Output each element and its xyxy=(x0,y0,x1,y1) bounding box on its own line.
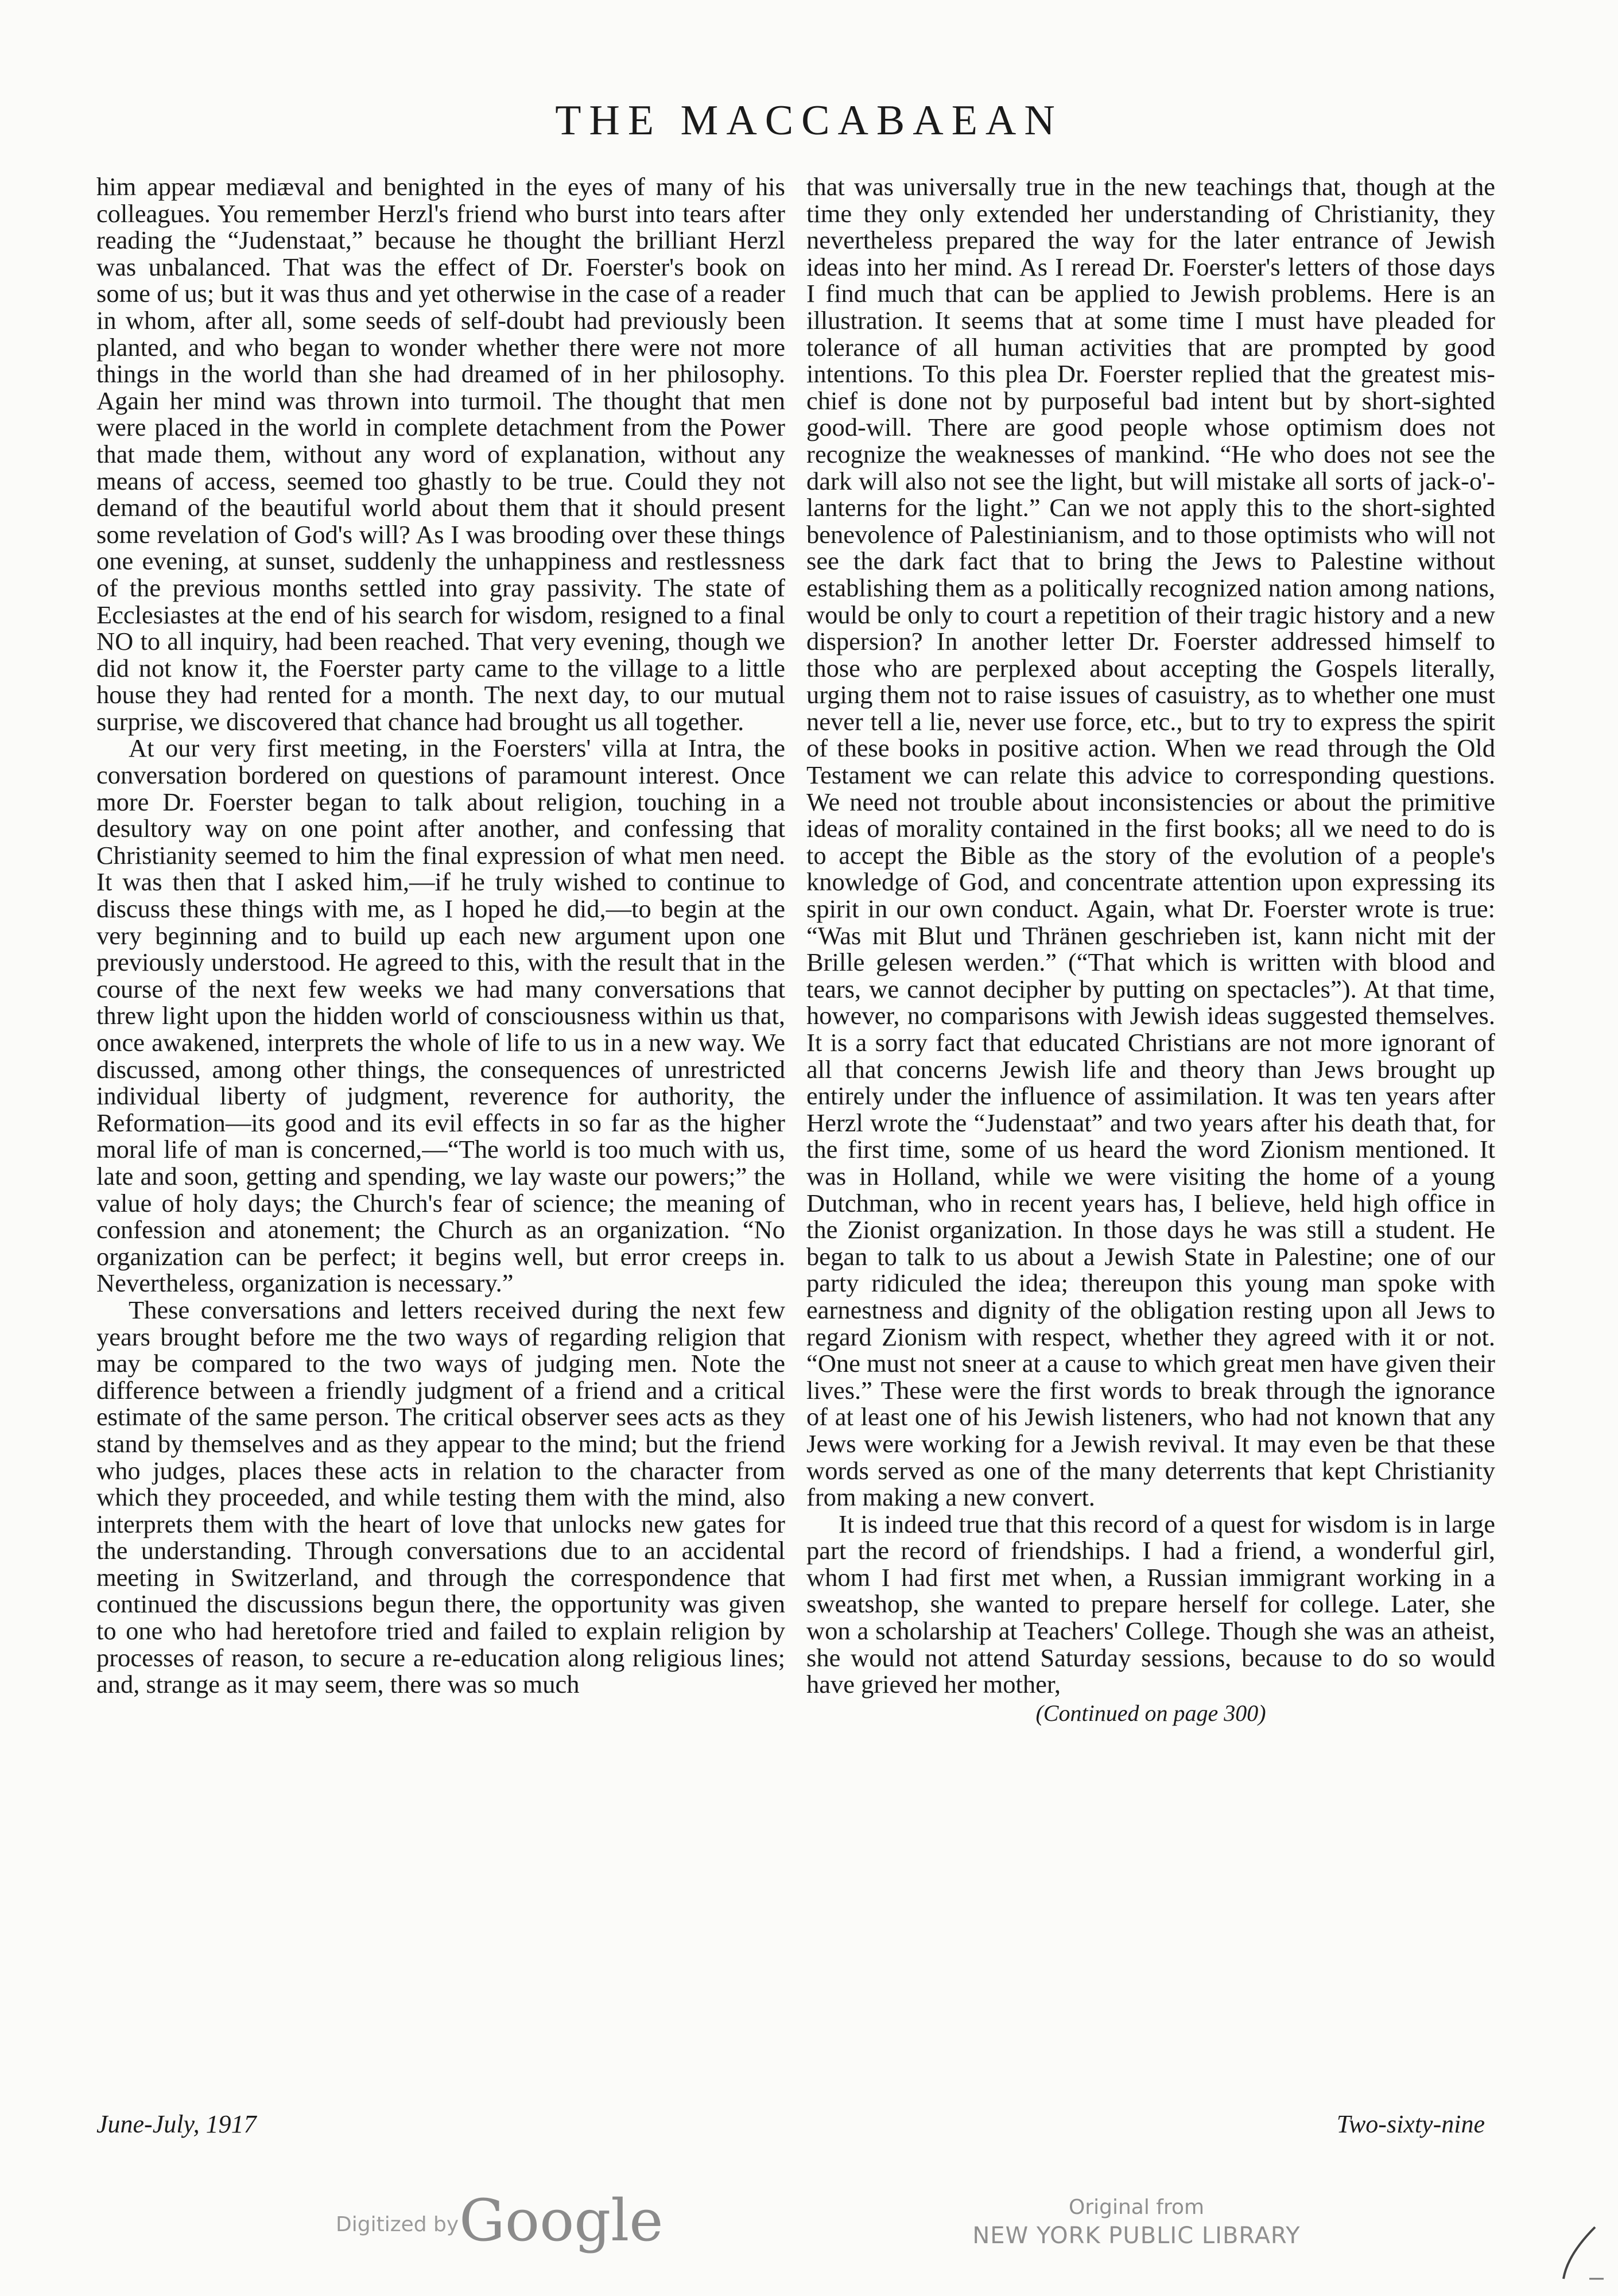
google-logo: Google xyxy=(459,2187,664,2254)
left-paragraph-3: These conversations and letters received during the next few years brought before me the two ways of regarding religion that may be compared to the two ways of judging men. Note the difference between a friendly judgment of a friend and a critical estimate of the same person. The critical observer sees acts as they stand by themselves and as they appear to the mind; but the friend who judges, places these acts in relation to the character from which they proceeded, and while testing them with the mind, also interprets them with the heart of love that unlocks new gates for the understanding. Through conversations due to an accidental meeting in Switzerland, and through the correspondence that continued the discussions begun there, the opportunity was given to one who had heretofore tried and failed to explain religion by processes of reason, to secure a re-education along religious lines; and, strange as it may seem, there was so much xyxy=(96,1295,785,1699)
right-paragraph-1: that was universally true in the new teachings that, though at the time they only extended her understanding of Christianity, they nevertheless prepared the way for the later entrance of Jewish ideas into her mind. As I reread Dr. Foerster's letters of those days I find much that can be applied to Jewish problems. Here is an illustration. It seems that at some time I must have pleaded for tolerance of all human activities that are prompted by good intentions. To this plea Dr. Foerster replied that the greatest mischief is done not by purposeful bad intent but by short-sighted good-will. There are good people whose optimism does not recognize the weaknesses of mankind. “He who does not see the dark will also not see the light, but will mistake all sorts of jack-o'-lanterns for the light.” Can we not apply this to the short-sighted benevolence of Palestinianism, and to those optimists who will not see the dark fact that to bring the Jews to Palestine without establishing them as a politically recognized nation among nations, would be only to court a repetition of their tragic history and a new dispersion? In another letter Dr. Foerster addressed himself to those who are perplexed about accepting the Gospels literally, urging them not to raise issues of casuistry, as to whether one must never tell a lie, never use force, etc., but to try to express the spirit of these books in positive action. When we read through the Old Testament we can relate this advice to corresponding questions. We need not trouble about inconsistencies or about the primitive ideas of morality contained in the first books; all we need to do is to accept the Bible as the story of the evolution of a people's knowledge of God, and concentrate attention upon expressing its spirit in our own conduct. Again, what Dr. Foerster wrote is true: “Was mit Blut und Thränen geschrieben ist, kann nicht mit der Brille gelesen werden.” (“That which is written with blood and tears, we cannot decipher by putting on spectacles”). At that time, however, no comparisons with Jewish ideas suggested themselves. It is a sorry fact that educated Christians are not more ignorant of all that concerns Jewish life and theory than Jews brought up entirely under the influence of assimilation. It was ten years after Herzl wrote the “Judenstaat” and two years after his death that, for the first time, some of us heard the word Zionism mentioned. It was in Holland, while we were visiting the home of a young Dutchman, who in recent years has, I believe, held high office in the Zionist organization. In those days he was still a student. He began to talk to us about a Jewish State in Palestine; one of our party ridiculed the idea; thereupon this young man spoke with earnestness and dignity of the obligation resting upon all Jews to regard Zionism with respect, whether they agreed with it or not. “One must not sneer at a cause to which great men have given their lives.” These were the first words to break through the ignorance of at least one of his Jewish listeners, who had not known that any Jews were working for a Jewish revival. It may even be that these words served as one of the many deterrents that kept Christianity from making a new convert. xyxy=(806,172,1495,1512)
library-name: NEW YORK PUBLIC LIBRARY xyxy=(972,2223,1301,2249)
page-number: Two-sixty-nine xyxy=(1336,2110,1485,2138)
original-from-label: Original from xyxy=(1068,2196,1205,2219)
left-paragraph-2: At our very first meeting, in the Foersters' villa at Intra, the conversation bordered on questions of paramount interest. Once more Dr. Foerster began to talk about religion, touching in a desultory way on one point after another, and confessing that Christianity seemed to him the final expression of what men need. It was then that I asked him,—if he truly wished to continue to discuss these things with me, as I hoped he did,—to begin at the very beginning and to build up each new argument upon one previously understood. He agreed to this, with the result that in the course of the next few weeks we had many conversations that threw light upon the hidden world of consciousness within us that, once awakened, interprets the whole of life to us in a new way. We discussed, among other things, the consequences of unrestricted individual liberty of judgment, reverence for authority, the Reformation—its good and its evil effects in so far as the higher moral life of man is concerned,—“The world is too much with us, late and soon, getting and spending, we lay waste our powers;” the value of holy days; the Church's fear of science; the meaning of confession and atonement; the Church as an organization. “No organization can be perfect; it begins well, but error creeps in. Nevertheless, organization is necessary.” xyxy=(96,734,785,1298)
corner-scan-artifact-icon xyxy=(1555,2221,1607,2285)
continued-note: (Continued on page 300) xyxy=(1035,1700,1266,1726)
right-column xyxy=(806,173,1495,1727)
masthead-title: THE MACCABAEAN xyxy=(555,97,1063,144)
issue-date: June-July, 1917 xyxy=(96,2110,257,2138)
right-paragraph-2: It is indeed true that this record of a quest for wisdom is in large part the record of friendships. I had a friend, a wonderful girl, whom I had first met when, a Russian immigrant working in a sweatshop, she wanted to prepare herself for college. Later, she won a scholarship at Teachers' College. Though she was an atheist, she would not attend Saturday sessions, because to do so would have grieved her mother, xyxy=(806,1509,1495,1699)
library-credit xyxy=(890,2196,1383,2249)
left-column xyxy=(96,173,785,1698)
left-paragraph-1: him appear mediæval and benighted in the eyes of many of his colleagues. You remember Herzl's friend who burst into tears after reading the “Judenstaat,” because he thought the brilliant Herzl was unbalanced. That was the effect of Dr. Foerster's book on some of us; but it was thus and yet otherwise in the case of a reader in whom, after all, some seeds of self-doubt had previously been planted, and who began to wonder whether there were not more things in the world than she had dreamed of in her philosophy. Again her mind was thrown into turmoil. The thought that men were placed in the world in complete detachment from the Power that made them, without any word of explanation, without any means of access, seemed too ghastly to be true. Could they not demand of the beautiful world about them that it should present some revelation of God's will? As I was brooding over these things one evening, at sunset, suddenly the unhappiness and restlessness of the previous months settled into gray passivity. The state of Ecclesiastes at the end of his search for wisdom, resigned to a final NO to all inquiry, had been reached. That very evening, though we did not know it, the Foerster party came to the village to a little house they had rented for a month. The next day, to our mutual surprise, we discovered that chance had brought us all together. xyxy=(96,172,785,736)
digitized-by-label: Digitized by xyxy=(336,2213,459,2236)
